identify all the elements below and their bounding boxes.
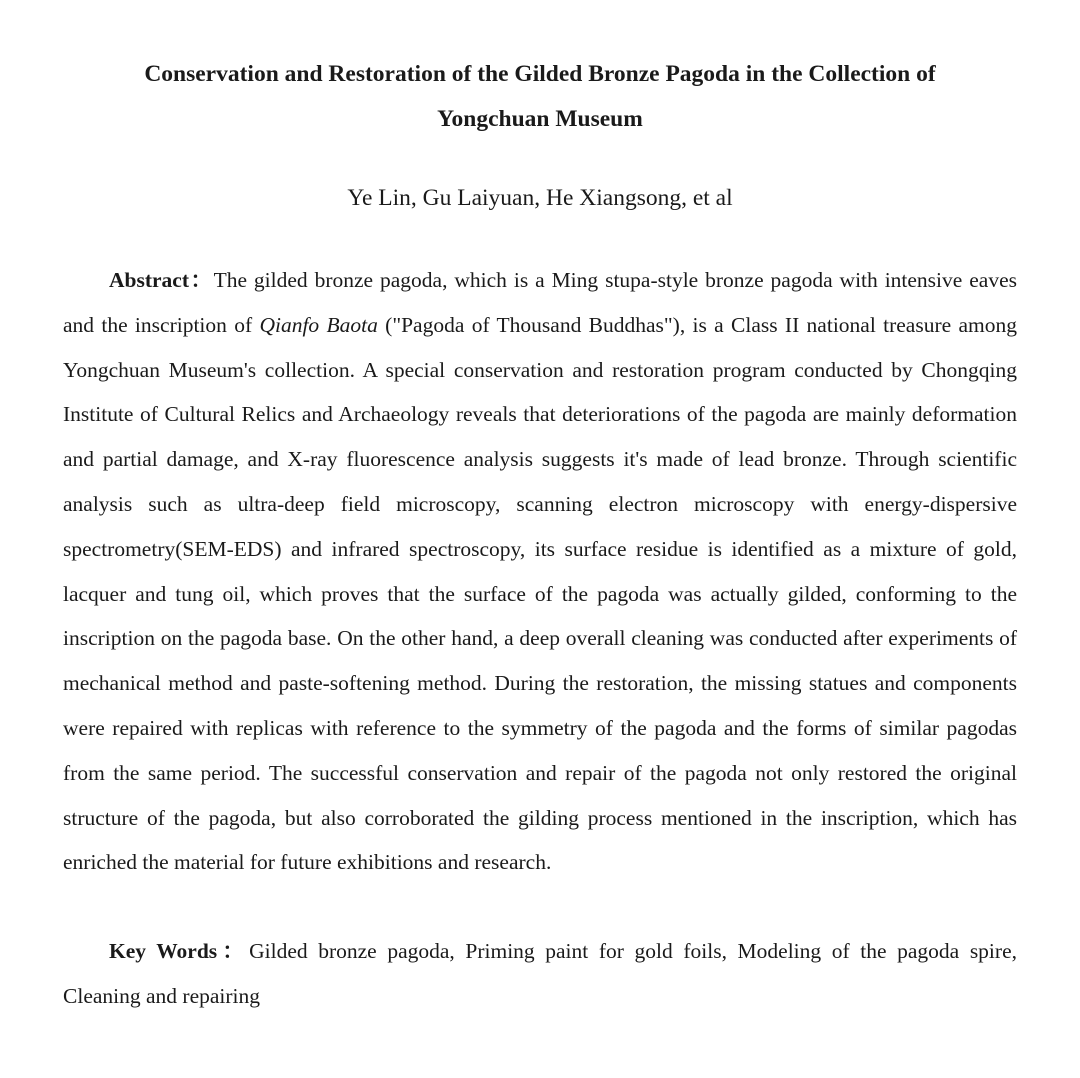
abstract-italic-title: Qianfo Baota [259,312,378,337]
author-list: Ye Lin, Gu Laiyuan, He Xiangsong, et al [347,185,733,211]
abstract-paragraph [63,258,1017,885]
paper-title [60,52,1020,142]
keywords-label: Key Words： [109,939,250,963]
title-line-1: Conservation and Restoration of the Gilded Bronze Pagoda in the Collection of [144,61,936,87]
keywords-text: Gilded bronze pagoda, Priming paint for gold foils, Modeling of the pagoda spire, Cleaning and repairing [63,939,1017,1008]
abstract-text-rest: ("Pagoda of Thousand Buddhas"), is a Class II national treasure among Yongchuan Museum's collection. A special conservation and restoration program conducted by Chongqing Institute of Cultural Relics and Archaeology reveals that deteriorations of the pagoda are mainly deformation and partial damage, and X-ray fluorescence analysis suggests it's made of lead bronze. Through scientific analysis such as ultra-deep field microscopy, scanning electron microscopy with energy-dispersive spectrometry(SEM-EDS) and infrared spectroscopy, its surface residue is identified as a mixture of gold, lacquer and tung oil, which proves that the surface of the pagoda was actually gilded, conforming to the inscription on the pagoda base. On the other hand, a deep overall cleaning was conducted after experiments of mechanical method and paste-softening method. During the restoration, the missing statues and components were repaired with replicas with reference to the symmetry of the pagoda and the forms of similar pagodas from the same period. The successful conservation and repair of the pagoda not only restored the original structure of the pagoda, but also corroborated the gilding process mentioned in the inscription, which has enriched the material for future exhibitions and research. [63,312,1017,875]
keywords-paragraph [63,929,1017,1019]
title-line-2: Yongchuan Museum [437,106,643,132]
abstract-text-start: The gilded bronze pagoda, which is a Ming stupa-style bronze pagoda with intensive eaves and the inscription of [63,268,1017,337]
abstract-label: Abstract： [109,268,214,292]
